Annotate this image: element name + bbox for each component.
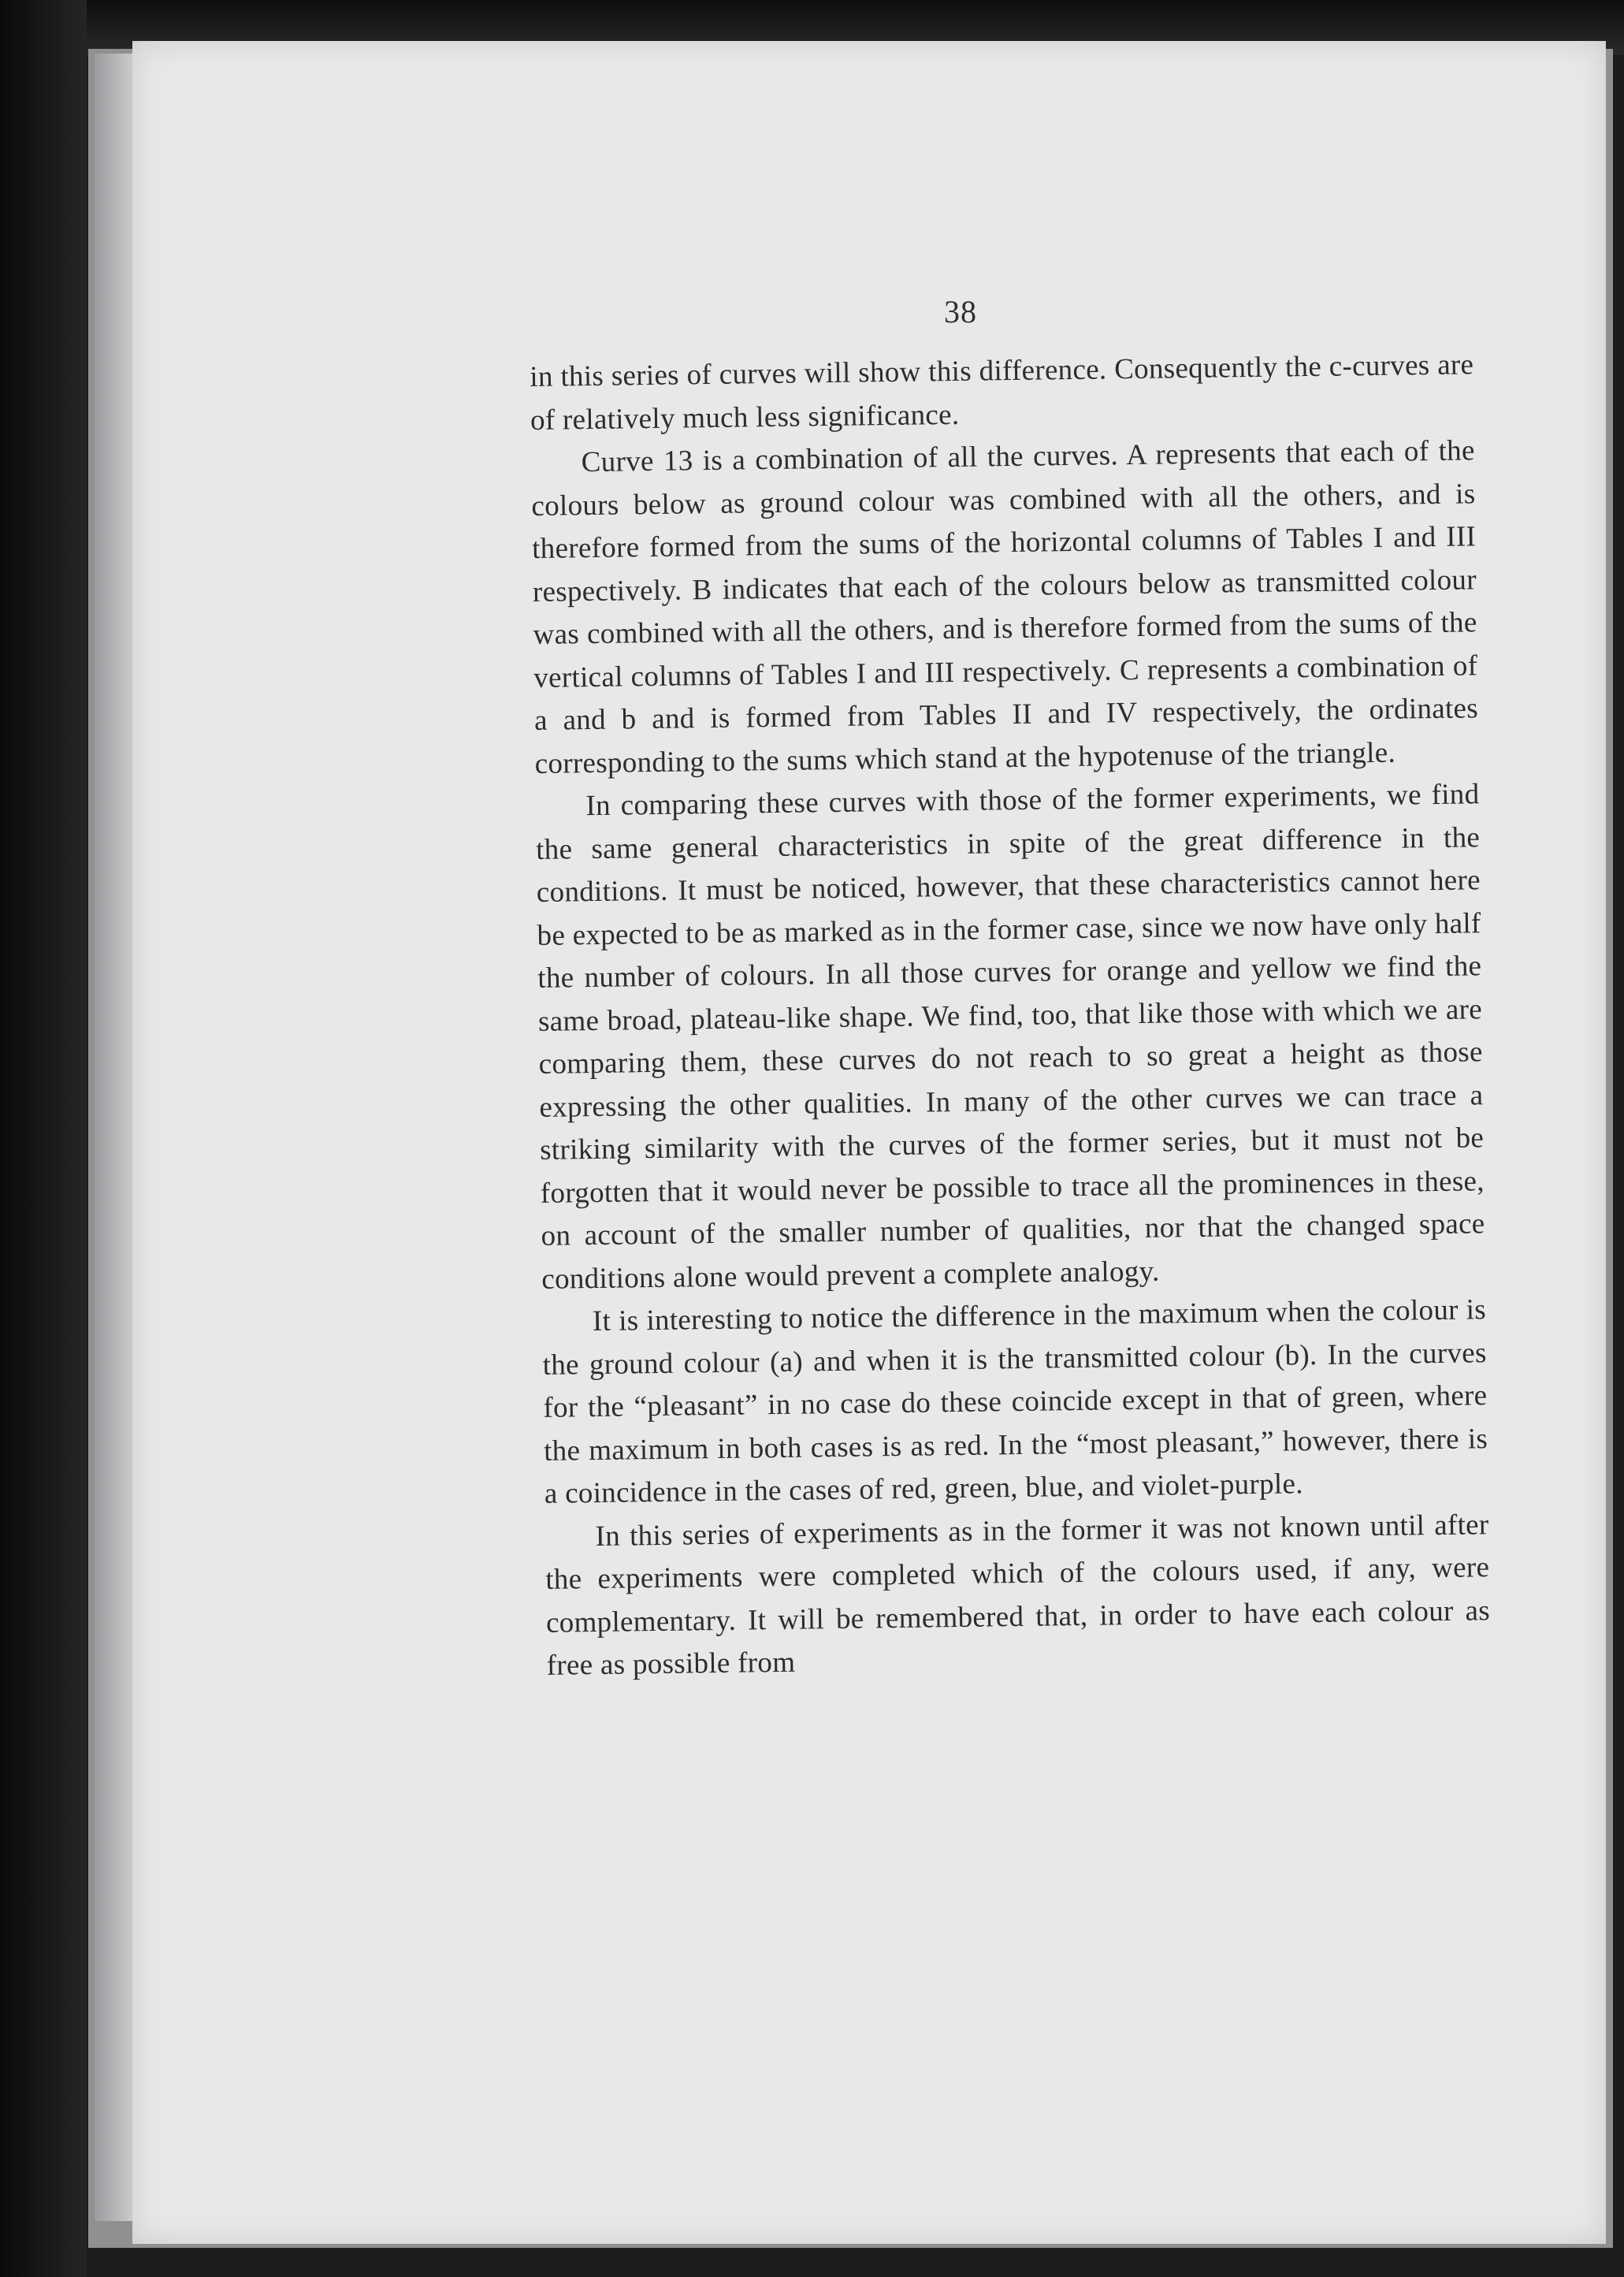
body-text xyxy=(530,344,1491,1687)
paragraph-maximum: It is interesting to notice the difference in the maximum when the colour is the ground colour (a) and when it is the transmitted colour (b). In the curves for the “pleasant” in no case do these coincide except in that of green, where the maximum in both cases is as red. In the “most pleasant,” however, there is a coincidence in the cases of red, green, blue, and violet-purple. xyxy=(542,1293,1488,1510)
paragraph-comparison: In comparing these curves with those of the former experiments, we find the same general characteristics in spite of the great difference in the conditions. It must be noticed, however, that these characteristics cannot here be expected to be as marked as in the former case, since we now have only half the number of colours. In all those curves for orange and yellow we find the same broad, plateau-like shape. We find, too, that like those with which we are comparing them, these curves do not reach to so great a height as those expressing the other qualities. In many of the other curves we can trace a striking similarity with the curves of the former series, but it must not be forgotten that it would never be possible to trace all the prominences in these, on account of the smaller number of qualities, nor that the changed space conditions alone would prevent a complete analogy. xyxy=(535,778,1485,1296)
book-gutter-edge xyxy=(95,54,132,2221)
page-number: 38 xyxy=(944,294,977,329)
scan-backdrop-left xyxy=(0,0,87,2277)
paragraph-continuation: in this series of curves will show this difference. Consequently the c-curves are of relatively much less significance. xyxy=(530,348,1474,437)
paragraph-complementary: In this series of experiments as in the former it was not known until after the experiments were completed which of the colours used, if any, were complementary. It will be remembered that, in order to have each colour as free as possible from xyxy=(545,1508,1491,1682)
paragraph-curve-13: Curve 13 is a combination of all the curves. A represents that each of the colours below as ground colour was combined with all the others, and is therefore formed from the sums of the horizontal columns of Tables I and III respectively. B indicates that each of the colours below as transmitted colour was combined with all the others, and is therefore formed from the sums of the vertical columns of Tables I and III respectively. C represents a combination of a and b and is formed from Tables II and IV respectively, the ordinates corresponding to the sums which stand at the hypotenuse of the triangle. xyxy=(531,434,1479,780)
